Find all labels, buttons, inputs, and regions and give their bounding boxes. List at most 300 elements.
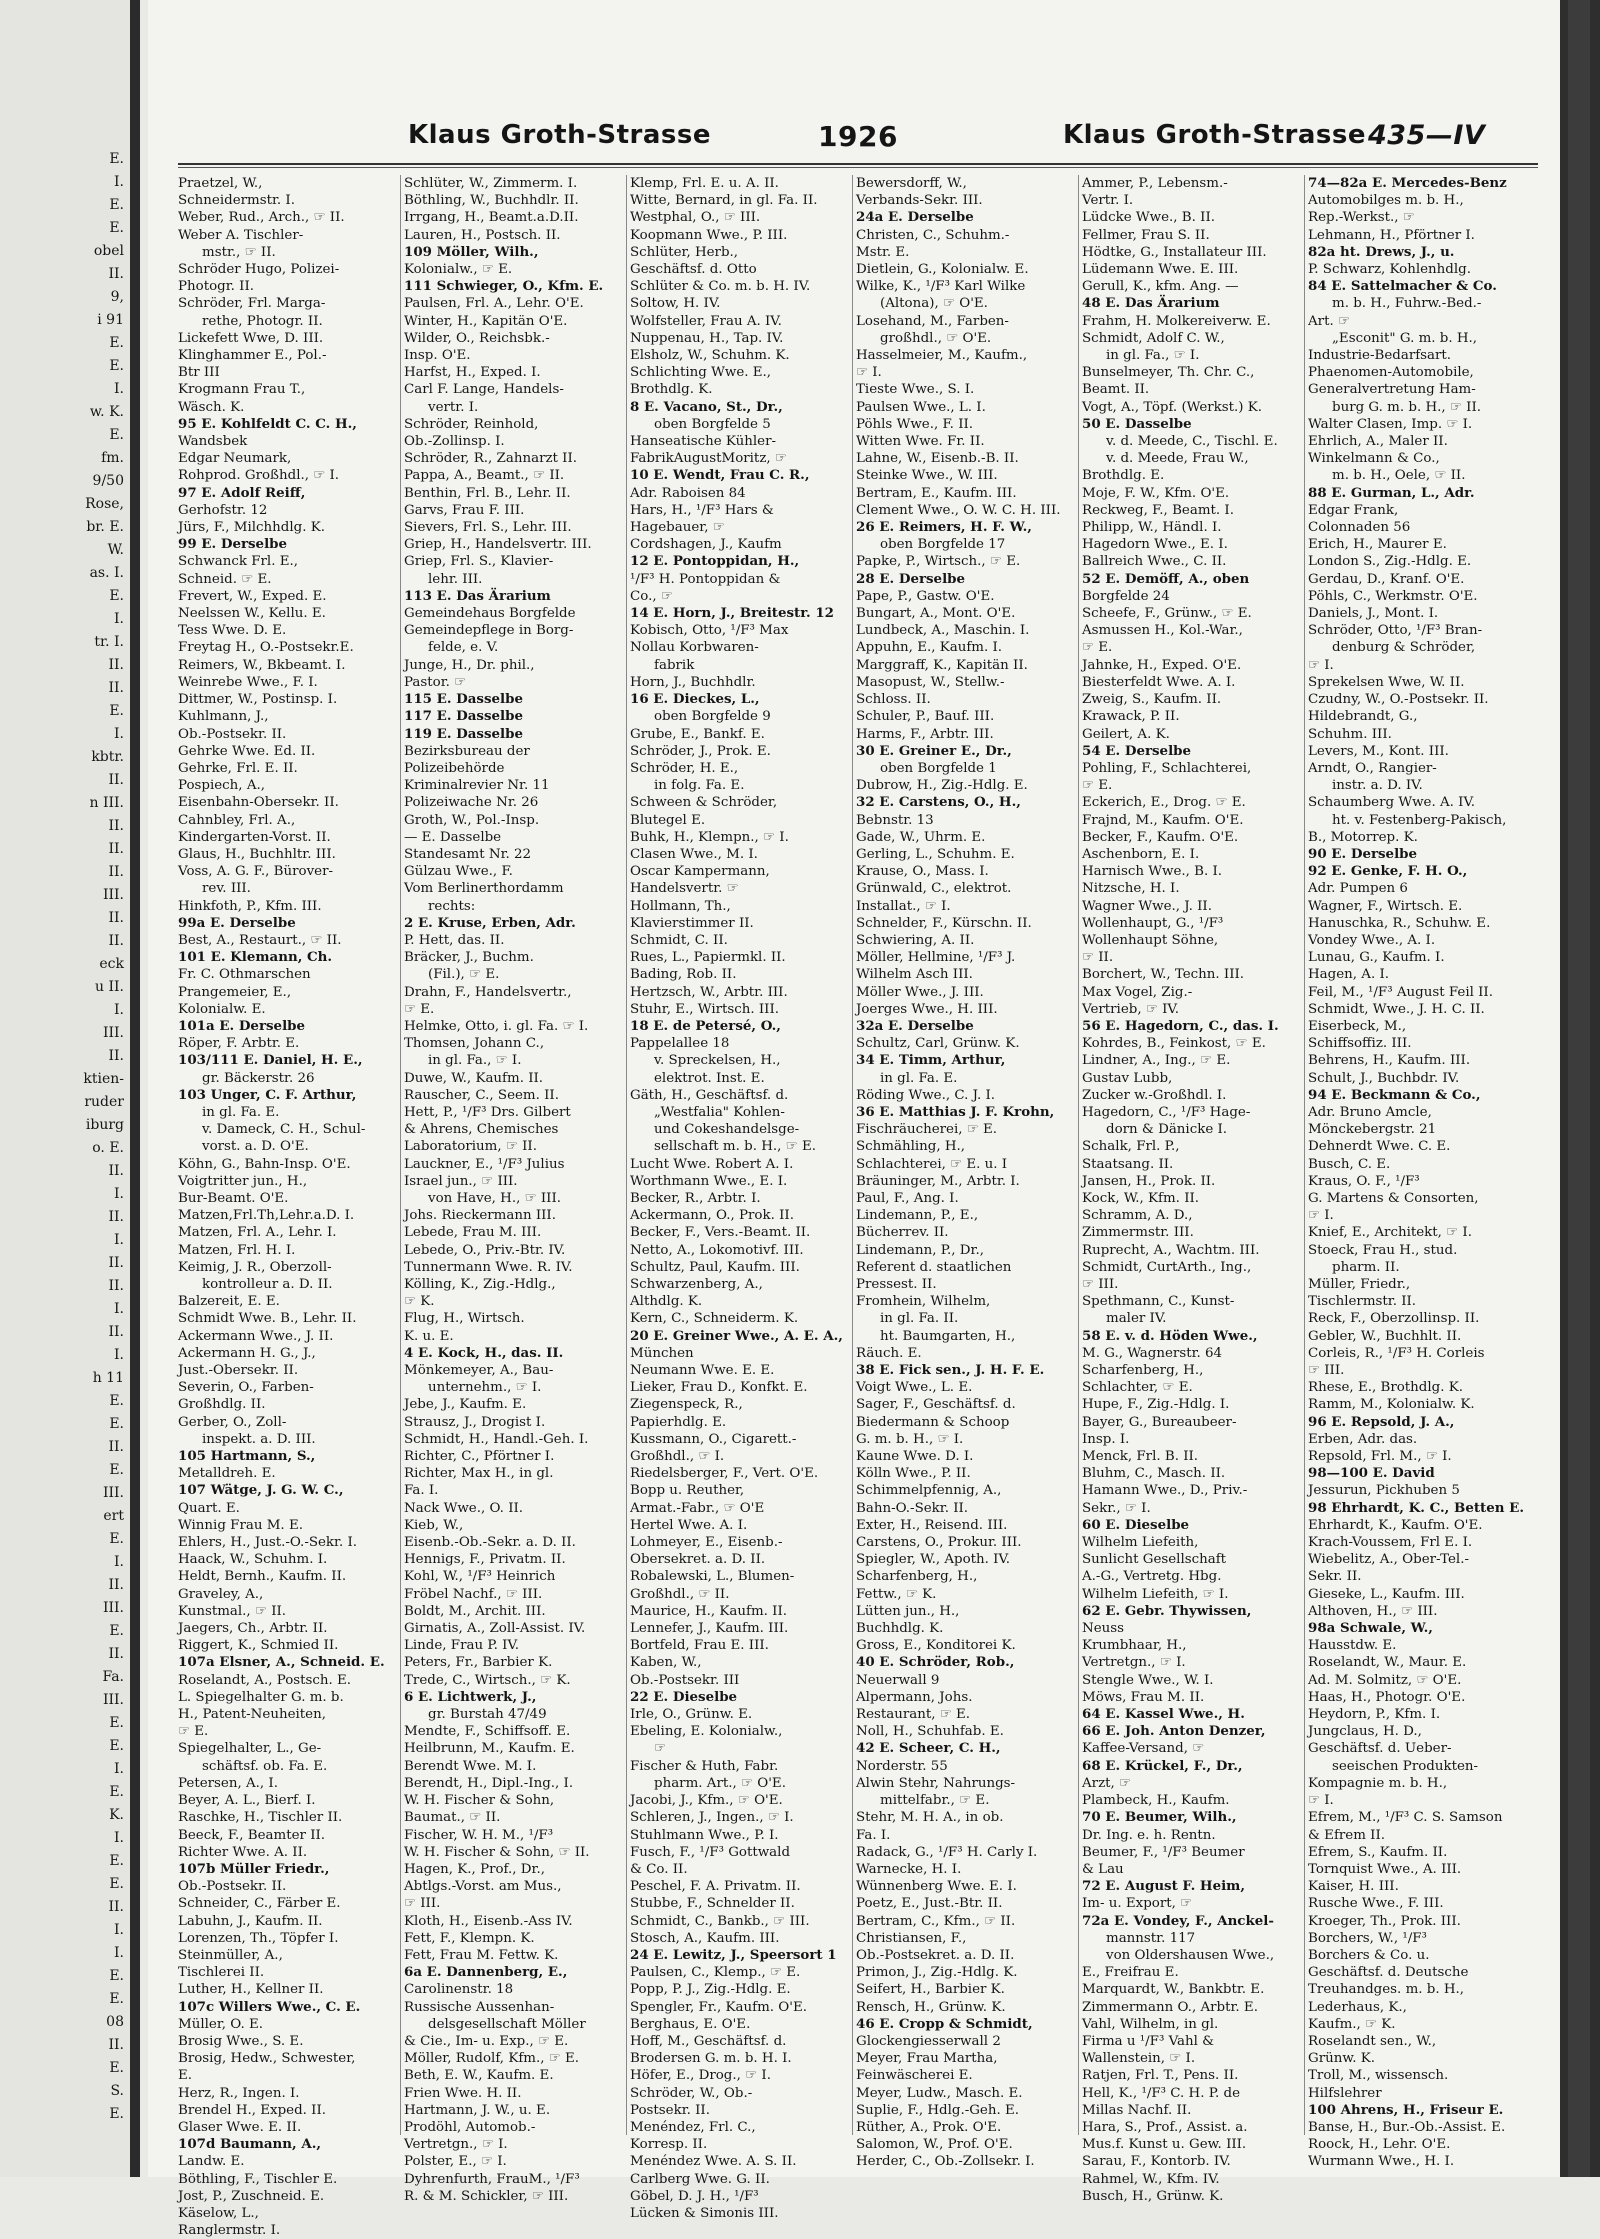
margin-stub: I. (114, 1554, 124, 1570)
directory-entry-line: Clement Wwe., O. W. C. H. III. (856, 502, 1061, 518)
directory-entry-line: Polizeiwache Nr. 26 (404, 795, 539, 811)
directory-entry-line: inspekt. a. D. III. (202, 1431, 316, 1447)
directory-entry-line: Beeck, F., Beamter II. (178, 1827, 326, 1843)
directory-entry-line: „Esconit" G. m. b. H., (1332, 330, 1478, 346)
margin-stub: eck (99, 956, 124, 972)
directory-entry-line: Hagedorn Wwe., E. I. (1082, 537, 1228, 553)
directory-entry-line: Popp, P. J., Zig.-Hdlg. E. (630, 1982, 791, 1998)
directory-entry-line: Czudny, W., O.-Postsekr. II. (1308, 692, 1489, 708)
directory-entry-line: Horn, J., Buchhdlr. (630, 674, 756, 690)
directory-entry-line: Göbel, D. J. H., ¹/F³ (630, 2188, 759, 2204)
directory-entry-line: Großhdl., ☞ II. (630, 1586, 730, 1602)
directory-entry-line: Philipp, W., Händl. I. (1082, 520, 1222, 536)
directory-entry-line: Kompagnie m. b. H., (1308, 1775, 1448, 1791)
directory-entry-line: ☞ E. (404, 1001, 435, 1017)
directory-entry-line: Klinghammer E., Pol.- (178, 348, 327, 364)
directory-entry-line: Schröder, Frl. Marga- (178, 296, 326, 312)
directory-entry-line: Wünnenberg Wwe. E. I. (856, 1879, 1017, 1895)
directory-entry-line: 72 E. August F. Heim, (1082, 1878, 1246, 1895)
directory-entry-line: Roselandt, W., Maur. E. (1308, 1655, 1467, 1671)
directory-entry-line: Schween & Schröder, (630, 795, 778, 811)
directory-entry-line: Kaune Wwe. D. I. (856, 1449, 974, 1465)
directory-entry-line: Dittmer, W., Postinsp. I. (178, 692, 338, 708)
directory-entry-line: Gerull, K., kfm. Ang. — (1082, 279, 1239, 295)
directory-entry-line: 99 E. Derselbe (178, 536, 288, 553)
column-divider (1304, 175, 1305, 2135)
directory-entry-line: Jacobi, J., Kfm., ☞ O'E. (630, 1793, 783, 1809)
margin-stub: E. (109, 1715, 124, 1731)
previous-page-strip (0, 0, 130, 2177)
directory-entry-line: Kaben, W., (630, 1655, 702, 1671)
directory-entry-line: Bücherrev. II. (856, 1225, 949, 1241)
margin-stub: E. (109, 197, 124, 213)
directory-entry-line: Ammer, P., Lebensm.- (1082, 176, 1228, 191)
directory-entry-line: Steinmüller, A., (178, 1947, 283, 1963)
directory-entry-line: Vertr. I. (1082, 193, 1134, 209)
directory-entry-line: Schwanck Frl. E., (178, 554, 299, 570)
directory-entry-line: Ehrlich, A., Maler II. (1308, 434, 1448, 450)
directory-entry-line: Edgar Frank, (1308, 502, 1399, 518)
directory-entry-line: Rauscher, C., Seem. II. (404, 1087, 559, 1103)
directory-entry-line: Rahmel, W., Kfm. IV. (1082, 2171, 1220, 2187)
directory-entry-line: Fettw., ☞ K. (856, 1586, 937, 1602)
directory-entry-line: Prangemeier, E., (178, 984, 292, 1000)
directory-entry-line: Röper, F. Arbtr. E. (178, 1036, 300, 1052)
directory-entry-line: Wallenstein, ☞ I. (1082, 2051, 1196, 2067)
directory-entry-line: Brosig, Hedw., Schwester, (178, 2051, 356, 2067)
directory-entry-line: Co., ☞ (630, 588, 673, 604)
directory-entry-line: 119 E. Dasselbe (404, 725, 523, 742)
directory-entry-line: Riggert, K., Schmied II. (178, 1638, 339, 1654)
directory-entry-line: Krawack, P. II. (1082, 709, 1180, 725)
directory-entry-line: in gl. Fa. II. (880, 1311, 959, 1327)
directory-entry-line: Neuss (1082, 1621, 1125, 1637)
directory-entry-line: Schmidt, CurtArth., Ing., (1082, 1259, 1252, 1275)
directory-entry-line: mittelfabr., ☞ E. (880, 1793, 990, 1809)
directory-entry-line: Insp. O'E. (404, 348, 471, 364)
directory-entry-line: Stuhr, E., Wirtsch. III. (630, 1001, 780, 1017)
directory-entry-line: Joerges Wwe., H. III. (856, 1001, 998, 1017)
directory-entry-line: Hertel Wwe. A. I. (630, 1517, 748, 1533)
directory-entry-line: Sievers, Frl. S., Lehr. III. (404, 520, 572, 536)
directory-entry-line: Pöhls Wwe., F. II. (856, 416, 974, 432)
column-divider (1078, 175, 1079, 2135)
directory-entry-line: 22 E. Dieselbe (630, 1688, 738, 1705)
directory-entry-line: Harfst, H., Exped. I. (404, 365, 541, 381)
margin-stub: u II. (95, 979, 124, 995)
directory-entry-line: 90 E. Derselbe (1308, 845, 1418, 862)
directory-entry-line: Kuhlmann, J., (178, 709, 269, 725)
directory-entry-line: Automobilges m. b. H., (1308, 193, 1464, 209)
directory-entry-line: Eisenbahn-Obersekr. II. (178, 795, 339, 811)
directory-entry-line: Lickefett Wwe, D. III. (178, 330, 324, 346)
directory-entry-line: Kock, W., Kfm. II. (1082, 1190, 1200, 1206)
directory-entry-line: 40 E. Schröder, Rob., (856, 1654, 1015, 1671)
directory-entry-line: Hasselmeier, M., Kaufm., (856, 348, 1028, 364)
directory-entry-line: Paulsen Wwe., L. I. (856, 399, 986, 415)
directory-entry-line: Kieb, W., (404, 1517, 464, 1533)
directory-entry-line: Lebede, Frau M. III. (404, 1225, 542, 1241)
directory-entry-line: Fischräucherei, ☞ E. (856, 1122, 998, 1138)
directory-entry-line: denburg & Schröder, (1332, 640, 1476, 656)
directory-entry-line: 18 E. de Petersé, O., (630, 1017, 781, 1034)
directory-entry-line: Rues, L., Papiermkl. II. (630, 950, 786, 966)
directory-entry-line: mstr., ☞ II. (202, 244, 276, 260)
directory-entry-line: Girnatis, A., Zoll-Assist. IV. (404, 1621, 586, 1637)
directory-entry-line: Strausz, J., Drogist I. (404, 1414, 546, 1430)
directory-entry-line: Brothdlg. E. (1082, 468, 1165, 484)
directory-entry-line: Repsold, Frl. M., ☞ I. (1308, 1449, 1452, 1465)
directory-entry-line: Spiegelhalter, L., Ge- (178, 1741, 322, 1757)
directory-entry-line: ☞ E. (178, 1724, 209, 1740)
directory-entry-line: Polster, E., ☞ I. (404, 2154, 507, 2170)
directory-entry-line: Nitzsche, H. I. (1082, 881, 1180, 897)
directory-entry-line: G. m. b. H., ☞ I. (856, 1431, 964, 1447)
directory-entry-line: Stuhlmann Wwe., P. I. (630, 1827, 779, 1843)
directory-entry-line: 82a ht. Drews, J., u. (1308, 243, 1455, 260)
directory-entry-line: 36 E. Matthias J. F. Krohn, (856, 1103, 1055, 1120)
directory-entry-line: Norderstr. 55 (856, 1758, 948, 1774)
directory-entry-line: Lindemann, P., Dr., (856, 1242, 984, 1258)
directory-entry-line: Kroeger, Th., Prok. III. (1308, 1913, 1461, 1929)
directory-entry-line: L. Spiegelhalter G. m. b. (178, 1689, 344, 1705)
margin-stub: as. I. (89, 565, 124, 581)
directory-entry-line: Ob.-Postsekr. II. (178, 726, 287, 742)
directory-entry-line: v. d. Meede, Frau W., (1106, 451, 1249, 467)
directory-entry-line: Schröder, Otto, ¹/F³ Bran- (1308, 623, 1483, 639)
directory-entry-line: Zweig, S., Kaufm. II. (1082, 692, 1222, 708)
directory-entry-line: Schultz, Paul, Kaufm. III. (630, 1259, 800, 1275)
directory-entry-line: Ratjen, Frl. T., Pens. II. (1082, 2068, 1239, 2084)
directory-entry-line: Photogr. II. (178, 279, 254, 295)
directory-entry-line: 95 E. Kohlfeldt C. C. H., (178, 415, 357, 432)
directory-entry-line: 107 Wätge, J. G. W. C., (178, 1482, 344, 1499)
directory-entry-line: Walter Clasen, Imp. ☞ I. (1308, 416, 1473, 432)
directory-entry-line: m. b. H., Fuhrw.-Bed.- (1332, 296, 1482, 312)
directory-entry-line: v. Spreckelsen, H., (654, 1053, 781, 1069)
directory-entry-line: Maurice, H., Kaufm. II. (630, 1603, 787, 1619)
margin-stub: h 11 (92, 1370, 124, 1386)
directory-entry-line: Lüdcke Wwe., B. II. (1082, 210, 1215, 226)
directory-entry-line: Schramm, A. D., (1082, 1208, 1193, 1224)
directory-entry-line: Geschäftsf. d. Ueber- (1308, 1741, 1452, 1757)
directory-entry-line: Ob.-Postsekr. II. (178, 1879, 287, 1895)
directory-entry-line: Hausstdw. E. (1308, 1638, 1397, 1654)
directory-entry-line: Glaser Wwe. E. II. (178, 2119, 302, 2135)
directory-entry-line: Schlachterei, ☞ E. u. I (856, 1156, 1008, 1172)
directory-entry-line: Hamann Wwe., D., Priv.- (1082, 1483, 1248, 1499)
directory-entry-line: elektrot. Inst. E. (654, 1070, 765, 1086)
column-divider (626, 175, 627, 2135)
directory-entry-line: Ackermann Wwe., J. II. (178, 1328, 334, 1344)
directory-entry-line: Richter, Max H., in gl. (404, 1466, 554, 1482)
directory-entry-line: Menéndez Wwe. A. S. II. (630, 2154, 797, 2170)
directory-entry-line: Schröder, R., Zahnarzt II. (404, 451, 577, 467)
directory-entry-line: Schloss. II. (856, 692, 931, 708)
directory-entry-line: unternehm., ☞ I. (428, 1380, 542, 1396)
directory-entry-line: Ob.-Postsekr. III (630, 1672, 740, 1688)
directory-entry-line: Suplie, F., Hdlg.-Geh. E. (856, 2102, 1020, 2118)
directory-entry-line: Riedelsberger, F., Vert. O'E. (630, 1466, 819, 1482)
directory-entry-line: Kraus, O. F., ¹/F³ (1308, 1173, 1420, 1189)
directory-entry-line: Ebeling, E. Kolonialw., (630, 1724, 783, 1740)
directory-entry-line: Krach-Voussem, Frl E. I. (1308, 1535, 1473, 1551)
directory-entry-line: Wagner, F., Wirtsch. E. (1308, 898, 1463, 914)
directory-entry-line: felde, e. V. (428, 640, 499, 656)
directory-entry-line: P. Schwarz, Kohlenhdlg. (1308, 262, 1471, 278)
directory-entry-line: Gehrke Wwe. Ed. II. (178, 743, 316, 759)
directory-entry-line: Schnelder, F., Kürschn. II. (856, 915, 1032, 931)
directory-entry-line: Vahl, Wilhelm, in gl. (1082, 2016, 1219, 2032)
directory-entry-line: Gemeindepflege in Borg- (404, 623, 574, 639)
directory-entry-line: Bewersdorff, W., (856, 176, 967, 191)
directory-entry-line: Zucker w.-Großhdl. I. (1082, 1087, 1227, 1103)
directory-entry-line: Papke, P., Wirtsch., ☞ E. (856, 554, 1021, 570)
directory-entry-line: 24a E. Derselbe (856, 209, 974, 226)
directory-entry-line: Rensch, H., Grünw. K. (856, 1999, 1006, 2015)
directory-entry-line: Borchers & Co. u. (1308, 1947, 1430, 1963)
page-header (148, 120, 1560, 160)
directory-entry-line: Nuppenau, H., Tap. IV. (630, 330, 784, 346)
directory-entry-line: Abtlgs.-Vorst. am Mus., (404, 1879, 562, 1895)
directory-entry-line: Grünwald, C., elektrot. (856, 881, 1012, 897)
directory-entry-line: 38 E. Fick sen., J. H. F. E. (856, 1362, 1045, 1379)
margin-stub: I. (114, 1922, 124, 1938)
directory-entry-line: Zimmermstr. III. (1082, 1225, 1194, 1241)
directory-entry-line: Harms, F., Arbtr. III. (856, 726, 994, 742)
directory-entry-line: Sager, F., Geschäftsf. d. (856, 1397, 1016, 1413)
margin-stub: I. (114, 1761, 124, 1777)
directory-entry-line: Pospiech, A., (178, 778, 265, 794)
directory-entry-line: Trede, C., Wirtsch., ☞ K. (404, 1672, 571, 1688)
directory-entry-line: 74—82a E. Mercedes-Benz (1308, 175, 1507, 191)
directory-entry-line: Erich, H., Maurer E. (1308, 537, 1447, 553)
directory-entry-line: 99a E. Derselbe (178, 914, 296, 931)
directory-entry-line: Schlüter & Co. m. b. H. IV. (630, 279, 811, 295)
directory-entry-line: Hödtke, G., Installateur III. (1082, 244, 1267, 260)
directory-entry-line: Bungart, A., Mont. O'E. (856, 606, 1016, 622)
directory-entry-line: Brodersen G. m. b. H. I. (630, 2051, 792, 2067)
directory-entry-line: Scheefe, F., Grünw., ☞ E. (1082, 606, 1252, 622)
directory-entry-line: Geilert, A. K. (1082, 726, 1170, 742)
directory-entry-line: Sarau, F., Kontorb. IV. (1082, 2154, 1231, 2170)
directory-entry-line: Lahne, W., Eisenb.-B. II. (856, 451, 1019, 467)
street-title-left: Klaus Groth-Strasse (408, 120, 712, 150)
directory-entry-line: Behrens, H., Kaufm. III. (1308, 1053, 1471, 1069)
directory-entry-line: Witte, Bernard, in gl. Fa. II. (630, 193, 818, 209)
directory-entry-line: Müller, O. E. (178, 2016, 264, 2032)
directory-entry-line: Großhdl., ☞ I. (630, 1449, 725, 1465)
directory-entry-line: Hara, S., Prof., Assist. a. (1082, 2119, 1248, 2135)
margin-stub: tr. I. (94, 634, 124, 650)
directory-entry-line: 16 E. Dieckes, L., (630, 691, 760, 708)
directory-entry-line: Böthling, W., Buchhdlr. II. (404, 193, 579, 209)
directory-entry-line: pharm. Art., ☞ O'E. (654, 1775, 786, 1791)
directory-entry-line: kontrolleur a. D. II. (202, 1277, 333, 1292)
directory-page (148, 0, 1560, 2239)
directory-entry-line: Clasen Wwe., M. I. (630, 846, 758, 862)
margin-stub: I. (114, 381, 124, 397)
margin-stub: fm. (101, 450, 124, 466)
directory-entry-line: Johs. Rieckermann III. (404, 1208, 556, 1224)
directory-entry-line: Feinwäscherei E. (856, 2068, 973, 2084)
directory-entry-line: Kloth, H., Eisenb.-Ass IV. (404, 1913, 573, 1929)
directory-entry-line: Schröder Hugo, Polizei- (178, 262, 340, 278)
directory-entry-line: Primon, J., Zig.-Hdlg. K. (856, 1965, 1018, 1981)
directory-entry-line: & Lau (1082, 1861, 1124, 1877)
directory-entry-line: Scharfenberg, H., (856, 1569, 978, 1585)
directory-entry-line: 70 E. Beumer, Wilh., (1082, 1809, 1237, 1826)
directory-entry-line: Colonnaden 56 (1308, 520, 1411, 536)
directory-entry-line: Lindner, A., Ing., ☞ E. (1082, 1053, 1231, 1069)
margin-stub: II. (108, 818, 124, 834)
directory-entry-line: 98—100 E. David (1308, 1465, 1435, 1482)
directory-entry-line: Bräcker, J., Buchm. (404, 950, 534, 966)
directory-entry-line: Schultz, Carl, Grünw. K. (856, 1036, 1020, 1052)
directory-entry-line: ☞ E. (1082, 778, 1113, 794)
directory-entry-line: Kohrdes, B., Feinkost, ☞ E. (1082, 1036, 1266, 1052)
margin-stub: E. (109, 1623, 124, 1639)
directory-entry-line: Troll, M., wissensch. (1308, 2068, 1449, 2084)
directory-entry-line: Fromhein, Wilhelm, (856, 1294, 991, 1310)
directory-entry-line: Poetz, E., Just.-Btr. II. (856, 1896, 1003, 1912)
directory-entry-line: Winnig Frau M. E. (178, 1517, 303, 1533)
directory-entry-line: 48 E. Das Ärarium (1082, 295, 1220, 312)
directory-entry-line: Petersen, A., I. (178, 1775, 278, 1791)
margin-stub: E. (109, 1853, 124, 1869)
directory-entry-line: Tornquist Wwe., A. III. (1308, 1861, 1462, 1877)
directory-entry-line: Lennefer, J., Kaufm. III. (630, 1621, 789, 1637)
directory-entry-line: Westphal, O., ☞ III. (630, 210, 761, 226)
directory-entry-line: fabrik (654, 657, 695, 673)
directory-entry-line: Stubbe, F., Schnelder II. (630, 1896, 795, 1912)
directory-entry-line: Räuch. E. (856, 1345, 922, 1361)
margin-stub: i 91 (97, 312, 124, 328)
directory-entry-line: Grünw. K. (1308, 2051, 1375, 2067)
directory-entry-line: 68 E. Krückel, F., Dr., (1082, 1757, 1243, 1774)
directory-entry-line: Junge, H., Dr. phil., (404, 657, 535, 673)
directory-entry-line: Borchert, W., Techn. III. (1082, 967, 1245, 983)
directory-entry-line: Fischer & Huth, Fabr. (630, 1758, 779, 1774)
directory-entry-line: Sekr. II. (1308, 1569, 1362, 1585)
margin-stub: E. (109, 2060, 124, 2076)
directory-entry-line: Oscar Kampermann, (630, 864, 770, 880)
directory-entry-line: Adr. Bruno Amcle, (1308, 1104, 1432, 1120)
directory-entry-line: Postsekr. II. (630, 2102, 710, 2118)
directory-entry-line: Herder, C., Ob.-Zollsekr. I. (856, 2154, 1035, 2170)
directory-entry-line: Luther, H., Kellner II. (178, 1982, 324, 1998)
directory-entry-line: Stoeck, Frau H., stud. (1308, 1242, 1458, 1258)
directory-entry-line: 96 E. Repsold, J. A., (1308, 1413, 1455, 1430)
margin-stub: I. (114, 1301, 124, 1317)
margin-stub: E. (109, 1991, 124, 2007)
margin-stub: I. (114, 726, 124, 742)
directory-entry-line: P. Hett, das. II. (404, 932, 505, 948)
directory-entry-line: Insp. I. (1082, 1431, 1130, 1447)
margin-stub: br. E. (86, 519, 124, 535)
directory-entry-line: E. (178, 2068, 193, 2084)
directory-entry-line: Salomon, W., Prof. O'E. (856, 2137, 1013, 2153)
directory-entry-line: Robalewski, L., Blumen- (630, 1569, 795, 1585)
margin-stub: E. (109, 1784, 124, 1800)
directory-entry-line: 6 E. Lichtwerk, J., (404, 1688, 537, 1705)
directory-entry-line: Wagner Wwe., J. II. (1082, 898, 1212, 914)
directory-entry-line: Meyer, Frau Martha, (856, 2051, 998, 2067)
directory-entry-line: Neelssen W., Kellu. E. (178, 606, 326, 622)
directory-entry-line: und Cokeshandelsge- (654, 1122, 800, 1138)
directory-entry-line: & Efrem II. (1308, 1827, 1386, 1843)
directory-entry-line: Polizeibehörde (404, 760, 505, 776)
directory-entry-line: mannstr. 117 (1106, 1930, 1196, 1946)
directory-entry-line: Marggraff, K., Kapitän II. (856, 657, 1028, 673)
directory-entry-line: dorn & Dänicke I. (1106, 1122, 1228, 1138)
directory-entry-line: G. Martens & Consorten, (1308, 1190, 1479, 1206)
directory-entry-line: Jungclaus, H. D., (1308, 1724, 1422, 1740)
directory-entry-line: Stehr, M. H. A., in ob. (856, 1810, 1004, 1826)
directory-entry-line: Im- u. Export, ☞ (1082, 1896, 1193, 1912)
directory-entry-line: Schiffsoffiz. III. (1308, 1036, 1412, 1052)
directory-entry-line: K. u. E. (404, 1328, 454, 1344)
directory-entry-line: Harnisch Wwe., B. I. (1082, 864, 1223, 880)
directory-entry-line: 8 E. Vacano, St., Dr., (630, 398, 783, 415)
margin-stub: II. (108, 680, 124, 696)
directory-entry-line: Voigtritter jun., H., (178, 1173, 308, 1189)
directory-entry-line: A.-G., Vertretg. Hbg. (1082, 1569, 1222, 1585)
directory-entry-line: 26 E. Reimers, H. F. W., (856, 519, 1032, 536)
margin-stub: III. (102, 1025, 124, 1041)
directory-entry-line: ☞ I. (856, 365, 882, 381)
directory-entry-line: ht. Baumgarten, H., (880, 1328, 1016, 1344)
directory-entry-line: rev. III. (202, 881, 251, 897)
directory-entry-line: Adr. Pumpen 6 (1308, 881, 1408, 897)
directory-entry-line: Btr III (178, 365, 220, 381)
margin-stub: obel (93, 243, 124, 259)
directory-entry-line: E., Freifrau E. (1082, 1965, 1179, 1981)
directory-entry-line: Schmidt, Wwe., J. H. C. II. (1308, 1001, 1485, 1017)
directory-entry-line: Rohprod. Großhdl., ☞ I. (178, 468, 340, 484)
directory-entry-line: Menéndez, Frl. C., (630, 2119, 756, 2135)
directory-entry-line: Althoven, H., ☞ III. (1308, 1603, 1438, 1619)
directory-entry-line: Lüdemann Wwe. E. III. (1082, 262, 1239, 278)
directory-entry-line: Glaus, H., Buchhltr. III. (178, 846, 336, 862)
margin-stub: E. (109, 1462, 124, 1478)
directory-entry-line: Carlberg Wwe. G. II. (630, 2171, 770, 2187)
directory-entry-line: Rhese, E., Brothdlg. K. (1308, 1380, 1463, 1396)
directory-entry-line: Levers, M., Kont. III. (1308, 743, 1449, 759)
directory-entry-line: Arndt, O., Rangier- (1308, 760, 1437, 776)
directory-entry-line: burg G. m. b. H., ☞ II. (1332, 399, 1481, 415)
directory-entry-line: Ehrhardt, K., Kaufm. O'E. (1308, 1517, 1483, 1533)
directory-entry-line: Graveley, A., (178, 1586, 264, 1602)
margin-stub: I. (114, 1945, 124, 1961)
directory-entry-line: Althdlg. K. (630, 1294, 703, 1310)
directory-entry-line: m. b. H., Oele, ☞ II. (1332, 468, 1466, 484)
directory-entry-line: Lederhaus, K., (1308, 1999, 1407, 2015)
directory-entry-line: Duwe, W., Kaufm. II. (404, 1070, 544, 1086)
margin-stub: I. (114, 611, 124, 627)
directory-entry-line: Irrgang, H., Beamt.a.D.II. (404, 210, 579, 226)
directory-entry-line: Bluhm, C., Masch. II. (1082, 1466, 1226, 1482)
margin-stub: o. E. (92, 1140, 124, 1156)
directory-entry-line: Ziegenspeck, R., (630, 1397, 743, 1413)
directory-entry-line: Röding Wwe., C. J. I. (856, 1087, 996, 1103)
directory-entry-line: Paulsen, C., Klemp., ☞ E. (630, 1965, 801, 1981)
directory-entry-line: Industrie-Bedarfsart. (1308, 348, 1452, 364)
directory-entry-line: 34 E. Timm, Arthur, (856, 1052, 1006, 1069)
directory-entry-line: Paul, F., Ang. I. (856, 1190, 959, 1206)
directory-entry-line: Sprekelsen Wwe, W. II. (1308, 674, 1465, 690)
directory-entry-line: Ranglermstr. I. (178, 2223, 281, 2239)
